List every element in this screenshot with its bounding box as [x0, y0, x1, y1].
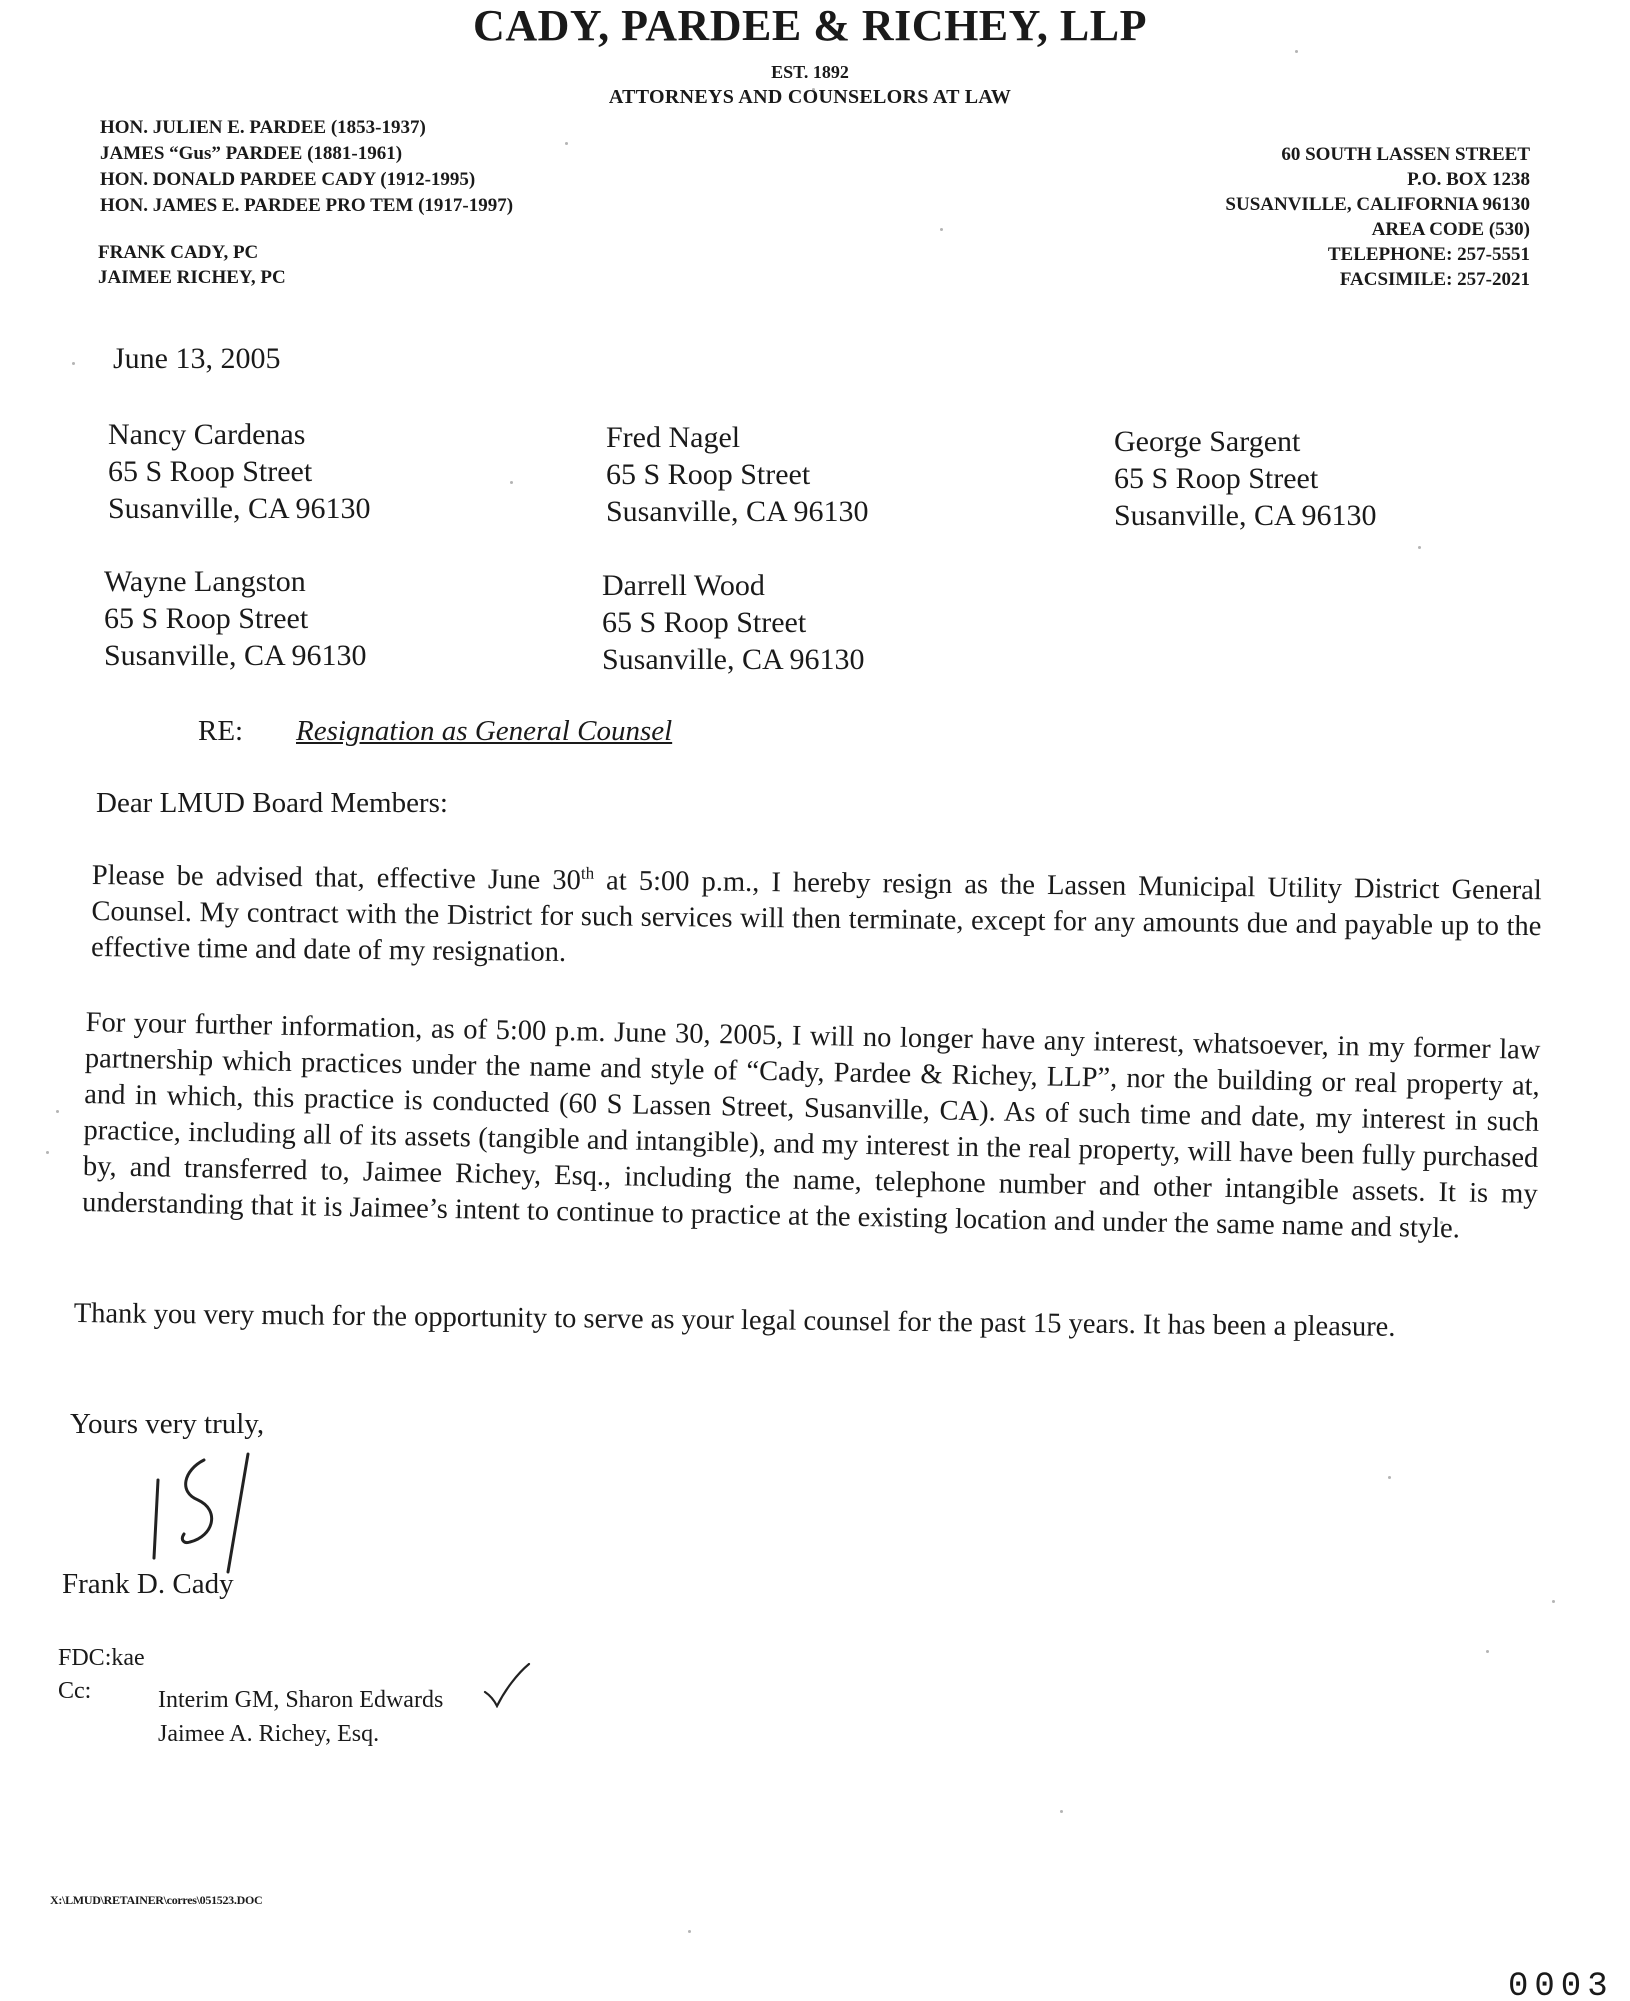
- ordinal-suffix: th: [580, 863, 595, 883]
- recipient-city: Susanville, CA 96130: [104, 639, 367, 672]
- checkmark-icon: [483, 1662, 531, 1708]
- firm-established: EST. 1892: [771, 62, 849, 82]
- body-paragraph-resignation: [91, 858, 1542, 981]
- signer-name: Frank D. Cady: [62, 1568, 234, 1600]
- scan-speck: [510, 481, 513, 484]
- historic-partners-list: [100, 115, 513, 219]
- paragraph-text: Please be advised that, effective June 30: [91, 859, 581, 897]
- scan-speck: [940, 228, 943, 231]
- recipient-name: Nancy Cardenas: [108, 418, 306, 451]
- recipient-street: 65 S Roop Street: [108, 455, 313, 488]
- cc-recipients: [158, 1683, 443, 1751]
- salutation: Dear LMUD Board Members:: [96, 787, 448, 819]
- current-partner: JAIMEE RICHEY, PC: [98, 267, 286, 288]
- bates-number: 0003: [1508, 1968, 1614, 2001]
- current-partners-list: [98, 240, 286, 290]
- historic-partner: JAMES “Gus” PARDEE (1881-1961): [100, 143, 403, 164]
- scan-speck: [1418, 546, 1421, 549]
- body-paragraph-thanks: Thank you very much for the opportunity to serve as your legal counsel for the past 15 years. It has been a pleasure.: [73, 1297, 1396, 1343]
- document-file-path: X:\LMUD\RETAINER\corres\051523.DOC: [50, 1893, 263, 1907]
- cc-recipient: Jaimee A. Richey, Esq.: [158, 1721, 380, 1747]
- recipient-street: 65 S Roop Street: [104, 602, 309, 635]
- scan-speck: [72, 362, 75, 365]
- scan-speck: [565, 142, 568, 145]
- scan-speck: [1060, 1810, 1063, 1813]
- address-line: FACSIMILE: 257-2021: [1339, 269, 1530, 290]
- recipient-block: [104, 563, 367, 674]
- recipient-city: Susanville, CA 96130: [602, 643, 865, 676]
- re-subject: Resignation as General Counsel: [296, 715, 673, 747]
- recipient-name: Darrell Wood: [602, 569, 765, 602]
- scan-speck: [46, 1151, 49, 1154]
- address-line: 60 SOUTH LASSEN STREET: [1281, 144, 1530, 165]
- recipient-name: Fred Nagel: [606, 421, 741, 454]
- historic-partner: HON. JULIEN E. PARDEE (1853-1937): [100, 117, 426, 138]
- recipient-block: [1114, 423, 1377, 534]
- cc-label: Cc:: [58, 1678, 92, 1704]
- body-paragraph-partnership: For your further information, as of 5:00 p.m. June 30, 2005, I will no longer have any interest, whatsoever, in my former law partnership which practices under the name and style of “Cady, Pardee & Richey, LLP”, nor the building or real property at, and in which, this practice is conducted (60 S Lassen Street, Susanville, CA). As of such time and date, my interest in such practice, including all of its assets (tangible and intangible), and my interest in the real property, will have been fully purchased by, and transferred to, Jaimee Richey, Esq., including the name, telephone number and other intangible assets. It is my understanding that it is Jaimee’s intent to continue to practice at the existing location and under the same name and style.: [81, 1006, 1541, 1245]
- re-label: RE:: [198, 715, 244, 747]
- recipient-street: 65 S Roop Street: [606, 458, 811, 491]
- historic-partner: HON. JAMES E. PARDEE PRO TEM (1917-1997): [100, 195, 514, 216]
- recipient-city: Susanville, CA 96130: [606, 495, 869, 528]
- address-line: AREA CODE (530): [1371, 219, 1530, 240]
- firm-tagline: ATTORNEYS AND COUNSELORS AT LAW: [608, 86, 1012, 108]
- recipient-name: George Sargent: [1114, 425, 1301, 458]
- recipient-block: [602, 567, 865, 678]
- address-line: P.O. BOX 1238: [1407, 169, 1530, 190]
- recipient-name: Wayne Langston: [104, 565, 306, 598]
- recipient-street: 65 S Roop Street: [1114, 462, 1319, 495]
- recipient-street: 65 S Roop Street: [602, 606, 807, 639]
- scan-speck: [1552, 1600, 1555, 1603]
- historic-partner: HON. DONALD PARDEE CADY (1912-1995): [100, 169, 476, 190]
- recipient-city: Susanville, CA 96130: [1114, 499, 1377, 532]
- cc-recipient: Interim GM, Sharon Edwards: [158, 1687, 444, 1713]
- letter-date: June 13, 2005: [113, 342, 281, 375]
- address-line: TELEPHONE: 257-5551: [1327, 244, 1530, 265]
- scan-speck: [1295, 50, 1298, 53]
- handwritten-signature-mark: [140, 1440, 270, 1580]
- closing: Yours very truly,: [70, 1408, 265, 1440]
- typist-initials: FDC:kae: [58, 1645, 145, 1671]
- scan-speck: [1486, 1650, 1489, 1653]
- scan-speck: [1388, 1476, 1391, 1479]
- recipient-block: [108, 416, 371, 527]
- paragraph-text: at 5:00 p.m., I hereby resign as the Lassen Municipal Utility District General Counsel. My contract with the District for such services will then terminate, except for any amounts due and payable up to the effective time and date of my resignation.: [90, 865, 1542, 968]
- firm-address-block: [1225, 142, 1530, 292]
- recipient-city: Susanville, CA 96130: [108, 492, 371, 525]
- recipient-block: [606, 419, 869, 530]
- current-partner: FRANK CADY, PC: [98, 242, 259, 263]
- scan-speck: [688, 1930, 691, 1933]
- address-line: SUSANVILLE, CALIFORNIA 96130: [1225, 194, 1530, 215]
- scan-speck: [56, 1110, 59, 1113]
- firm-name: CADY, PARDEE & RICHEY, LLP: [473, 1, 1147, 50]
